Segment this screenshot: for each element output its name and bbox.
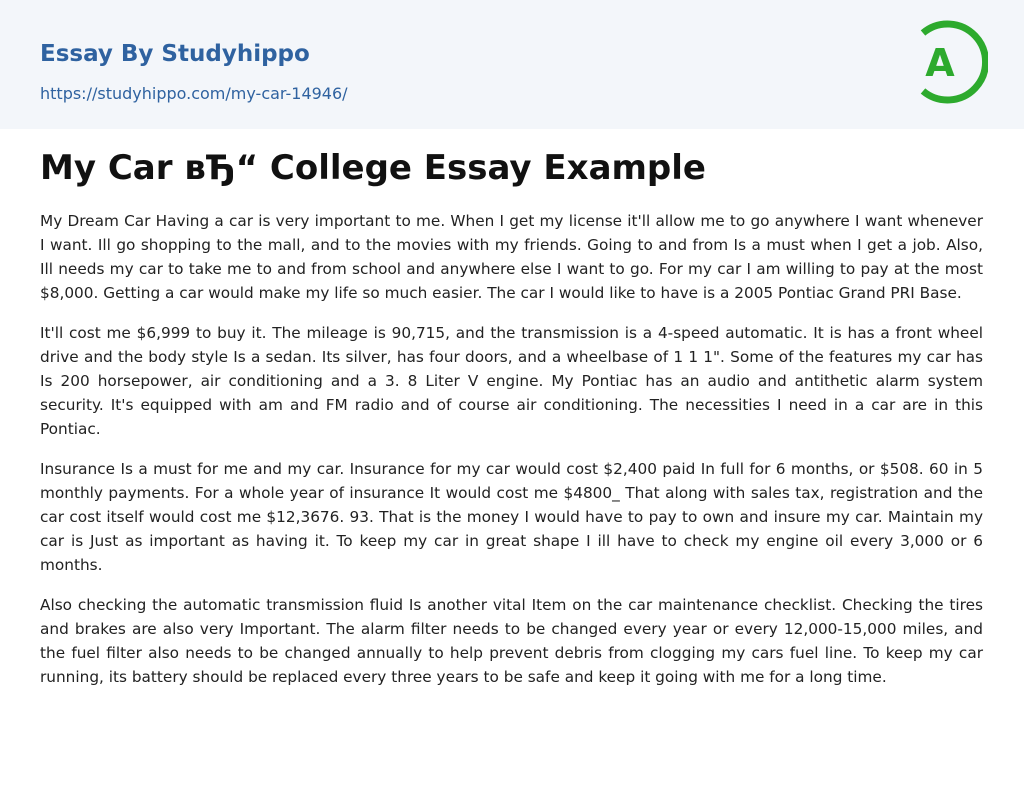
paragraph-1: My Dream Car Having a car is very important to me. When I get my license it'll allow me to go anywhere I want whenever I want. Ill go shopping to the mall, and to the movies with my friends. Going to and from Is a must when I get a job. Also, Ill needs my car to take me to and from school and anywhere else I want to go. For my car I am willing to pay at the most $8,000. Getting a car would make my life so much easier. The car I would like to have is a 2005 Pontiac Grand PRI Base.	[40, 212, 983, 302]
essay-url-link[interactable]: https://studyhippo.com/my-car-14946/	[40, 84, 348, 103]
page-title: My Car вЂ“ College Essay Example	[40, 148, 706, 188]
paragraph-4: Also checking the automatic transmission fluid Is another vital Item on the car maintenance checklist. Checking the tires and brakes are also very Important. The alarm filter needs to be changed every year or every 12,000-15,000 miles, and the fuel filter also needs to be changed annually to help prevent debris from clogging my cars fuel line. To keep my car running, its battery should be replaced every three years to be safe and keep it going with me for a long time.	[40, 596, 983, 686]
paragraph-2: It'll cost me $6,999 to buy it. The mileage is 90,715, and the transmission is a 4-speed automatic. It is has a front wheel drive and the body style Is a sedan. Its silver, has four doors, and a wheelbase of 1 1 1". Some of the features my car has Is 200 horsepower, air conditioning and a 3. 8 Liter V engine. My Pontiac has an audio and antithetic alarm system security. It's equipped with am and FM radio and of course air conditioning. The necessities I need in a car are in this Pontiac.	[40, 324, 983, 438]
studyhippo-logo-icon[interactable]	[910, 18, 988, 106]
brand-title[interactable]: Essay By Studyhippo	[40, 41, 310, 67]
logo-letter: A	[925, 41, 955, 85]
site-header	[0, 0, 1024, 129]
article	[40, 144, 983, 705]
paragraph-3: Insurance Is a must for me and my car. Insurance for my car would cost $2,400 paid In full for 6 months, or $508. 60 in 5 monthly payments. For a whole year of insurance It would cost me $4800_ That along with sales tax, registration and the car cost itself would cost me $12,3676. 93. That is the money I would have to pay to own and insure my car. Maintain my car is Just as important as having it. To keep my car in great shape I ill have to check my engine oil every 3,000 or 6 months.	[40, 460, 983, 574]
